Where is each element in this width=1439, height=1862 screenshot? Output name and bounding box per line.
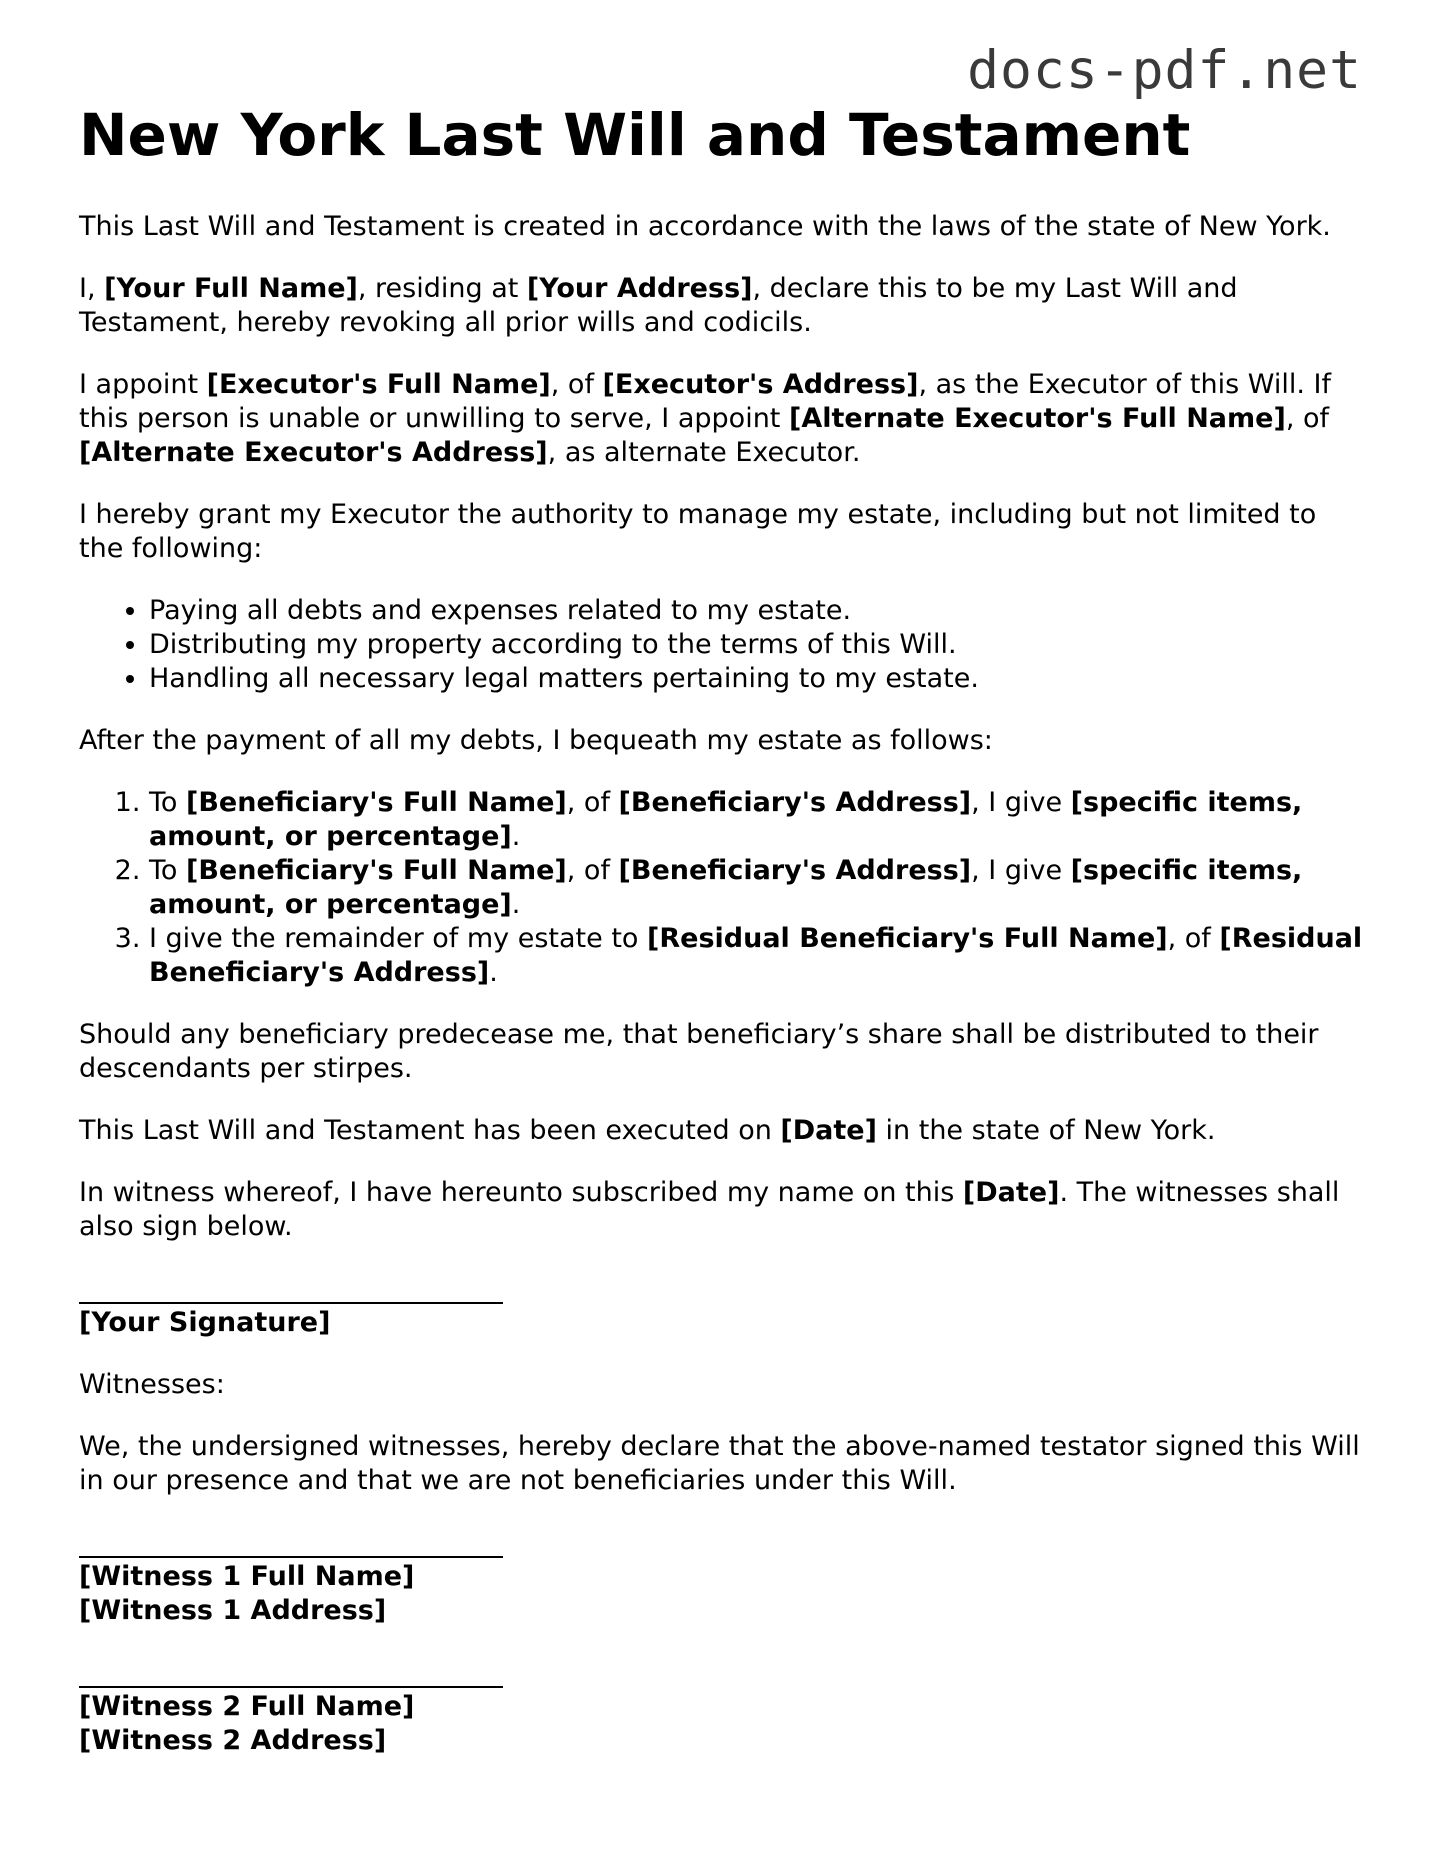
authority-list (79, 594, 1364, 696)
witness-1-address: [Witness 1 Address] (79, 1595, 387, 1626)
text: , residing at (357, 273, 527, 304)
beneficiary-name-placeholder: [Beneficiary's Full Name] (186, 787, 567, 818)
text: I appoint (79, 369, 207, 400)
alternate-executor-address-placeholder: [Alternate Executor's Address] (79, 437, 548, 468)
bequest-list (79, 786, 1364, 990)
intro-paragraph: This Last Will and Testament is created in accordance with the laws of the state of New York. (79, 211, 1331, 242)
text: . (489, 957, 498, 988)
witness-2-address: [Witness 2 Address] (79, 1725, 387, 1756)
witness-2-name: [Witness 2 Full Name] (79, 1691, 415, 1722)
text: , of (566, 787, 619, 818)
witness-clause-paragraph (79, 1176, 1364, 1244)
text: , of (1285, 403, 1330, 434)
beneficiary-address-placeholder: [Beneficiary's Address] (618, 787, 972, 818)
signature-line (79, 1302, 503, 1304)
date-placeholder: [Date] (962, 1177, 1060, 1208)
witness-declaration: We, the undersigned witnesses, hereby declare that the above-named testator signed this Will in our presence and that we are not beneficiaries under this Will. (79, 1431, 1360, 1496)
executor-address-placeholder: [Executor's Address] (602, 369, 919, 400)
text: , I give (971, 787, 1071, 818)
bequest-item (149, 786, 1364, 854)
date-placeholder: [Date] (780, 1115, 877, 1146)
testator-address-placeholder: [Your Address] (526, 273, 753, 304)
residual-beneficiary-address-placeholder: [Residual Beneficiary's Address] (149, 923, 1363, 988)
document-body (79, 100, 1364, 1786)
gift-placeholder: [specific items, amount, or percentage] (149, 855, 1303, 920)
text: . (511, 889, 521, 920)
text: , as the Executor of this Will. If this person is unable or unwilling to serve, I appoint (79, 369, 1331, 434)
witnesses-heading: Witnesses: (79, 1369, 225, 1400)
testator-signature-block (79, 1302, 1364, 1340)
signature-line (79, 1686, 503, 1688)
executor-name-placeholder: [Executor's Full Name] (206, 369, 551, 400)
gift-placeholder: [specific items, amount, or percentage] (149, 787, 1303, 852)
text: , of (1167, 923, 1220, 954)
predecease-paragraph: Should any beneficiary predecease me, that beneficiary’s share shall be distributed to their descendants per stirpes. (79, 1019, 1319, 1084)
list-item: • Distributing my property according to the terms of this Will. (149, 628, 1364, 662)
text: To (149, 855, 187, 886)
text: I, (79, 273, 105, 304)
executor-paragraph (79, 368, 1364, 470)
list-item: • Handling all necessary legal matters pertaining to my estate. (149, 662, 1364, 696)
residual-beneficiary-name-placeholder: [Residual Beneficiary's Full Name] (647, 923, 1168, 954)
text: , of (550, 369, 603, 400)
signature-label: [Your Signature] (79, 1307, 331, 1338)
witness-1-signature-block (79, 1556, 1364, 1628)
bequest-intro: After the payment of all my debts, I bequeath my estate as follows: (79, 725, 993, 756)
bequest-item (149, 854, 1364, 922)
document-title: New York Last Will and Testament (79, 101, 1191, 169)
authority-intro: I hereby grant my Executor the authority to manage my estate, including but not limited to the following: (79, 499, 1317, 564)
text: . The witnesses shall also sign below. (79, 1177, 1340, 1242)
watermark: docs-pdf.net (967, 40, 1362, 101)
signature-line (79, 1556, 503, 1558)
residual-bequest-item (149, 922, 1364, 990)
text: In witness whereof, I have hereunto subscribed my name on this (79, 1177, 963, 1208)
declaration-paragraph (79, 272, 1364, 340)
beneficiary-name-placeholder: [Beneficiary's Full Name] (186, 855, 567, 886)
alternate-executor-name-placeholder: [Alternate Executor's Full Name] (788, 403, 1286, 434)
list-item: • Paying all debts and expenses related to my estate. (149, 594, 1364, 628)
testator-name-placeholder: [Your Full Name] (104, 273, 358, 304)
text: , as alternate Executor. (547, 437, 861, 468)
text: , I give (971, 855, 1071, 886)
text: , declare this to be my Last Will and Testament, hereby revoking all prior wills and codicils. (79, 273, 1238, 338)
witness-1-name: [Witness 1 Full Name] (79, 1561, 415, 1592)
text: , of (566, 855, 619, 886)
witness-2-signature-block (79, 1686, 1364, 1758)
text: To (149, 787, 187, 818)
text: . (511, 821, 521, 852)
beneficiary-address-placeholder: [Beneficiary's Address] (618, 855, 972, 886)
executed-paragraph (79, 1114, 1364, 1148)
text: in the state of New York. (876, 1115, 1216, 1146)
text: I give the remainder of my estate to (149, 923, 648, 954)
text: This Last Will and Testament has been executed on (79, 1115, 781, 1146)
